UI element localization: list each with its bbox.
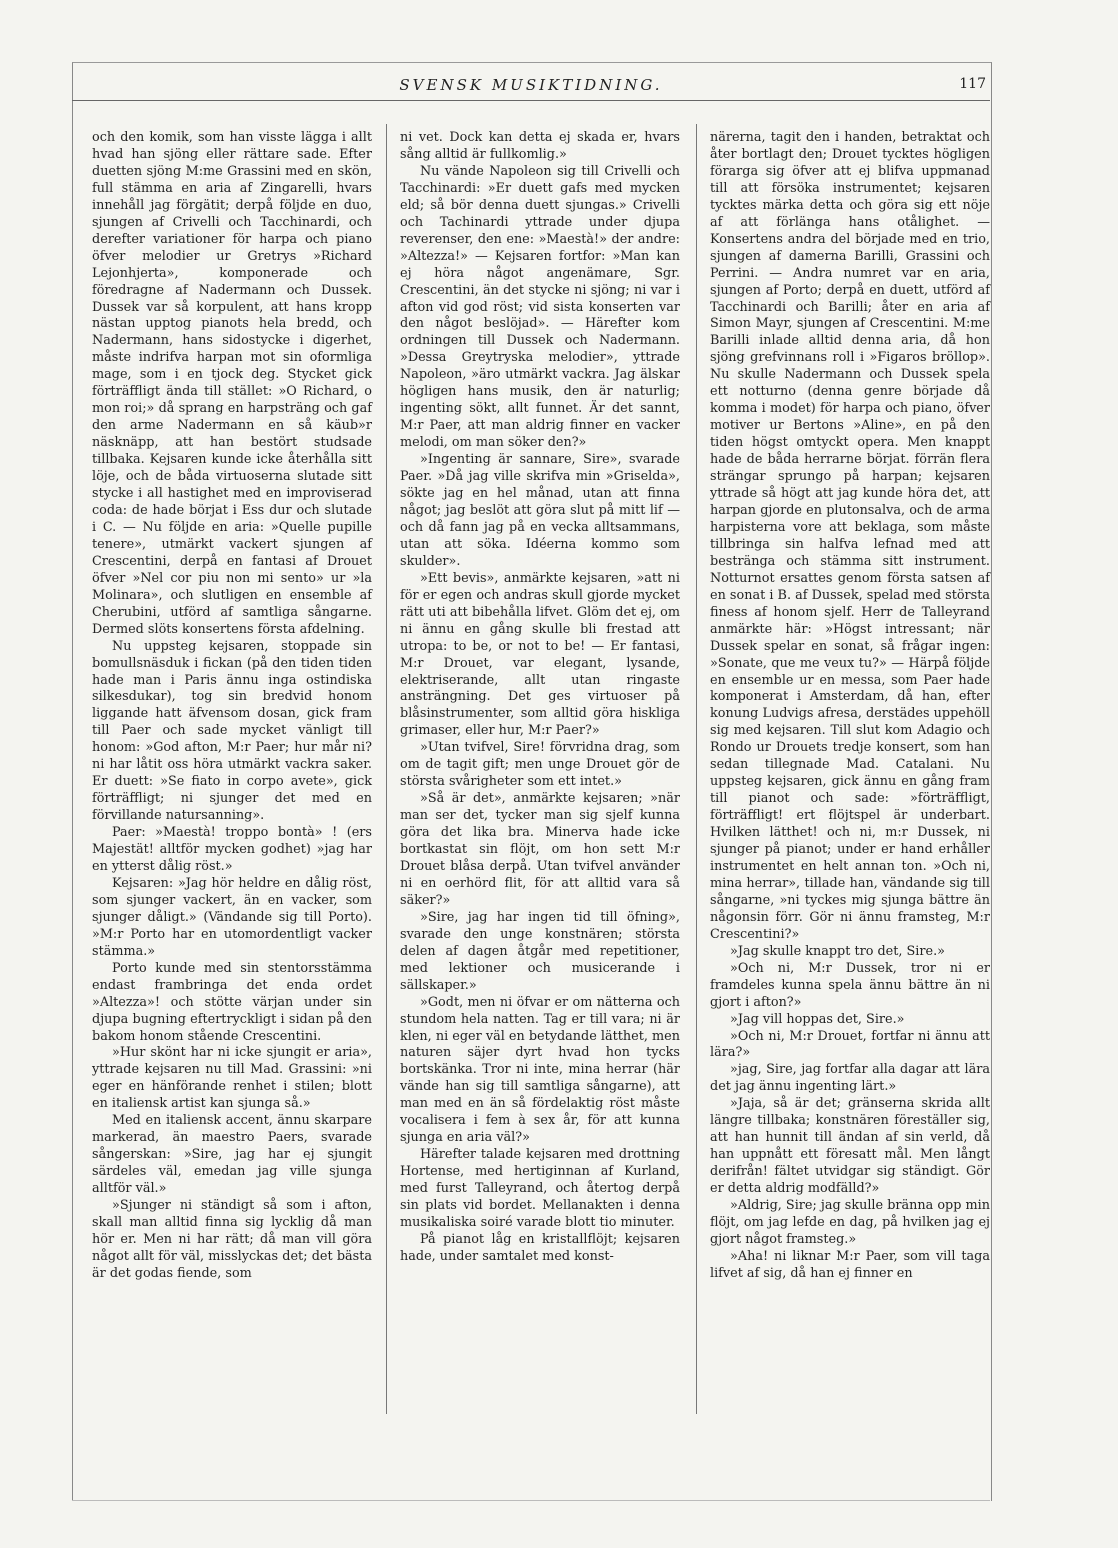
paragraph: »Aha! ni liknar M:r Paer, som vill taga lifvet af sig, då han ej finner en	[710, 1248, 990, 1281]
page-bottom-rule	[72, 1500, 990, 1501]
paragraph: »Jag skulle knappt tro det, Sire.»	[730, 943, 945, 959]
running-header	[72, 74, 990, 101]
paragraph: Härefter talade kejsaren med drottning Hortense, med hertiginnan af Kurland, med furst Talleyrand, och återtog derpå sin plats vid bordet. Mellanakten i denna musikaliska soiré varade blott tio minuter.	[400, 1147, 680, 1230]
paragraph: Kejsaren: »Jag hör heldre en dålig röst, som sjunger vackert, än en vacker, som sjunger dåligt.» (Vändande sig till Porto). »M:r Porto har en utomordentligt vacker stämma.»	[92, 875, 372, 959]
paragraph: »Jaja, så är det; gränserna skrida allt längre tillbaka; konstnären föreställer sig, att han hunnit till ändan af sin verld, då han uppnått ett föresatt mål. Men långt derifrån! fältet utvidgar sig ständigt. Gör er detta aldrig modfälld?»	[710, 1096, 990, 1197]
paragraph: »Godt, men ni öfvar er om nätterna och stundom hela natten. Tag er till vara; ni är klen, ni eger väl en betydande lätthet, men naturen säjer dyrt hvad hon tycks bortskänka. Tror ni inte, mina herrar (här vände han sig till samtliga sångarne), att man med en än så fördelaktig röst måste vocalisera i fem à sex år, för att kunna sjunga en aria väl?»	[400, 994, 680, 1146]
paragraph: Nu uppsteg kejsaren, stoppade sin bomullsnäsduk i fickan (på den tiden tiden hade man i Paris ännu inga ostindiska silkesdukar), tog sin bredvid honom liggande hatt äfvensom dosan, gick fram till Paer och sade mycket vänligt till honom: »God afton, M:r Paer; hur mår ni? ni har låtit oss höra utmärkt vackra saker. Er duett: »Se fiato in corpo avete», gick förträffligt; ni sjunger det med en förvillande natursanning».	[92, 638, 372, 824]
paragraph: Med en italiensk accent, ännu skarpare markerad, än maestro Paers, svarade sångerskan: »Sire, jag har ej sjungit särdeles väl, emedan jag ville sjunga alltför väl.»	[92, 1113, 372, 1197]
paragraph: Nu vände Napoleon sig till Crivelli och Tacchinardi: »Er duett gafs med mycken eld; så bör denna duett sjungas.» Crivelli och Tachinardi yttrade under djupa reverenser, den ene: »Maestà!» der andre: »Altezza!» — Kejsaren fortfor: »Man kan ej höra något angenämare, Sgr. Crescentini, än det stycke ni sjöng; ni var i afton vid god röst; vid sista konserten var den något beslöjad». — Härefter kom ordningen till Dussek och Nadermann. »Dessa Greytryska melodier», yttrade Napoleon, »äro utmärkt vackra. Jag älskar högligen hans musik, den är naturlig; ingenting sökt, allt funnet. Är det sannt, M:r Paer, att man aldrig finner en vacker melodi, om man söker den?»	[400, 163, 680, 451]
paragraph: »Så är det», anmärkte kejsaren; »när man ser det, tycker man sig sjelf kunna göra det lika bra. Minerva hade icke bortkastat sin flöjt, om hon sett M:r Drouet blåsa derpå. Utan tvifvel använder ni en oerhörd flit, för att alltid vara så säker?»	[400, 791, 680, 908]
column-divider	[696, 124, 697, 1414]
page-number: 117	[959, 76, 986, 92]
paragraph: »Jag vill hoppas det, Sire.»	[730, 1011, 905, 1027]
paragraph: »Sjunger ni ständigt så som i afton, skall man alltid finna sig lycklig då man hör er. Men ni har rätt; då man vill göra något allt för väl, misslyckas det; det bästa är det godas fiende, som	[92, 1198, 372, 1281]
column-divider	[386, 124, 387, 1414]
paragraph: Porto kunde med sin stentorsstämma endast frambringa det enda ordet »Altezza»! och stötte värjan under sin djupa bugning eftertryckligt i sidan på den bakom honom stående Crescentini.	[92, 960, 372, 1044]
paragraph: »Ett bevis», anmärkte kejsaren, »att ni för er egen och andras skull gjorde mycket rätt uti att bibehålla lifvet. Glöm det ej, om ni ännu en gång skulle bli frestad att utropa: to be, or not to be! — Er fantasi, M:r Drouet, var elegant, lysande, elektriserande, allt utan ringaste ansträngning. Det ges virtuoser på blåsinstrumenter, som alltid göra hiskliga grimaser, eller hur, M:r Paer?»	[400, 570, 680, 739]
text-column-3	[710, 130, 990, 1283]
paragraph: »jag, Sire, jag fortfar alla dagar att lära det jag ännu ingenting lärt.»	[710, 1062, 990, 1095]
text-column-1	[92, 130, 372, 1283]
paragraph: »Sire, jag har ingen tid till öfning», svarade den unge konstnären; största delen af dagen åtgår med repetitioner, med lektioner och musicerande i sällskaper.»	[400, 909, 680, 993]
paragraph: »Hur skönt har ni icke sjungit er aria», yttrade kejsaren nu till Mad. Grassini: »ni eger en hänförande renhet i stilen; blott en italiensk artist kan sjunga så.»	[92, 1045, 372, 1112]
paragraph: närerna, tagit den i handen, betraktat och åter bortlagt den; Drouet tycktes högligen förarga sig öfver att ej blifva uppmanad till att försöka instrumentet; kejsaren tycktes märka detta och göra sig ett nöje af att förlänga hans otålighet. — Konsertens andra del började med en trio, sjungen af damerna Barilli, Grassini och Perrini. — Andra numret var en aria, sjungen af Porto; derpå en duett, utförd af Tacchinardi och Barilli; åter en aria af Simon Mayr, sjungen af Crescentini. M:me Barilli inlade alltid denna aria, då hon sjöng grefvinnans roll i »Figaros bröllop». Nu skulle Nadermann och Dussek spela ett notturno (denna genre började då komma i modet) för harpa och piano, öfver motiver ur Bertons »Aline», en på den tiden högst omtyckt opera. Men knappt hade de båda herrarne börjat. förrän flera strängar sprungo på harpan; kejsaren yttrade så högt att jag kunde höra det, att harpan gjorde en plutonsalva, och de arma harpisterna vore att beklaga, som måste tillbringa sin halfva lefnad med att bestränga och stämma sitt instrument. Notturnot ersattes genom första satsen af en sonat i B. af Dussek, spelad med största finess af honom sjelf. Herr de Talleyrand anmärkte här: »Högst intressant; när Dussek spelar en sonat, så frågar ingen: »Sonate, que me veux tu?» — Härpå följde en ensemble ur en messa, som Paer hade komponerat i Amsterdam, då han, efter konung Ludvigs afresa, derstädes uppehöll sig med kejsaren. Till slut kom Adagio och Rondo ur Drouets tredje konsert, som han sedan tillegnade Mad. Catalani. Nu uppsteg kejsaren, gick ännu en gång fram till pianot och sade: »förträffligt, förträffligt! ert flöjtspel är underbart. Hvilken lätthet! och ni, m:r Dussek, ni sjunger på pianot; under er hand erhåller instrumentet en helt annan ton. »Och ni, mina herrar», tillade han, vändande sig till sångarne, »ni tyckes mig sjunga bättre än någonsin förr. Gör ni ännu framsteg, M:r Crescentini?»	[710, 130, 990, 942]
paragraph: Paer: »Maestà! troppo bontà» ! (ers Majestät! alltför mycken godhet) »jag har en ytterst dålig röst.»	[92, 825, 372, 874]
paragraph: »Aldrig, Sire; jag skulle bränna opp min flöjt, om jag lefde en dag, på hvilken jag ej gjort något framsteg.»	[710, 1198, 990, 1247]
paragraph: På pianot låg en kristallflöjt; kejsaren hade, under samtalet med konst-	[400, 1231, 680, 1264]
journal-title: SVENSK MUSIKTIDNING.	[399, 76, 663, 94]
text-column-2	[400, 130, 680, 1266]
paragraph: ni vet. Dock kan detta ej skada er, hvars sång alltid är fullkomlig.»	[400, 130, 680, 162]
paragraph: »Ingenting är sannare, Sire», svarade Paer. »Då jag ville skrifva min »Griselda», sökte jag en hel månad, utan att finna något; jag beslöt att göra slut på mitt lif — och då fann jag på en vecka alltsammans, utan att söka. Idéerna kommo som skulder».	[400, 452, 680, 569]
paragraph: »Och ni, M:r Dussek, tror ni er framdeles kunna spela ännu bättre än ni gjort i afton?»	[710, 960, 990, 1010]
paragraph: »Utan tvifvel, Sire! förvridna drag, som om de tagit gift; men unge Drouet gör de största svårigheter som ett intet.»	[400, 740, 680, 790]
paragraph: och den komik, som han visste lägga i allt hvad han sjöng eller rättare sade. Efter duetten sjöng M:me Grassini med en skön, full stämma en aria af Zingarelli, hvars innehåll jag förgätit; derpå följde en duo, sjungen af Crivelli och Tacchinardi, och derefter variationer för harpa och piano öfver melodier ur Gretrys »Richard Lejonhjerta», komponerade och föredragne af Nadermann och Dussek. Dussek var så korpulent, att hans kropp nästan upptog pianots hela bredd, och Nadermann, hans sidostycke i digerhet, måste indrifva harpan mot sin oformliga mage, som i en tjock deg. Stycket gick förträffligt ända till stället: »O Richard, o mon roi;» då sprang en harpsträng och gaf den arme Nadermann en så käub»r näsknäpp, att han bestört studsade tillbaka. Kejsaren kunde icke återhålla sitt löje, och de båda virtuoserna slutade sitt stycke i all hastighet med en improviserad coda: de hade börjat i Ess dur och slutade i C. — Nu följde en aria: »Quelle pupille tenere», utmärkt vackert sjungen af Crescentini, derpå en fantasi af Drouet öfver »Nel cor piu non mi sento» ur »la Molinara», och slutligen en ensemble af Cherubini, utförd af samtliga sångarne. Dermed slöts konsertens första afdelning.	[92, 130, 372, 637]
paragraph: »Och ni, M:r Drouet, fortfar ni ännu att lära?»	[710, 1028, 990, 1061]
